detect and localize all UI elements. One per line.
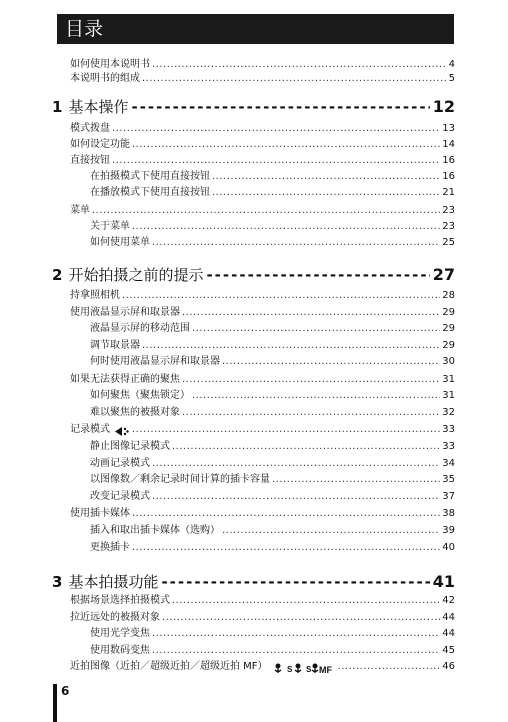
toc-entry[interactable] — [70, 120, 455, 136]
dot-leader — [152, 644, 440, 658]
entry-page: 28 — [442, 290, 455, 301]
dot-leader — [212, 170, 440, 184]
toc-subentry[interactable] — [90, 522, 455, 538]
dot-leader — [132, 507, 440, 521]
dot-leader — [182, 306, 440, 320]
entry-page: 44 — [442, 628, 455, 639]
toc-entry[interactable] — [70, 287, 455, 303]
dot-leader — [152, 236, 440, 250]
record-mode-icon — [114, 426, 130, 437]
entry-title: 在播放模式下使用直接按钮 — [90, 187, 210, 198]
page-number: 6 — [61, 684, 70, 698]
toc-entry[interactable] — [70, 592, 455, 608]
entry-title: 如何使用菜单 — [90, 237, 150, 248]
entry-title: 拉近远处的被摄对象 — [70, 612, 160, 623]
entry-title: 近拍图像（近拍／超级近拍／超级近拍 MF） — [70, 661, 268, 672]
entry-page: 40 — [442, 542, 455, 553]
dot-leader — [182, 406, 440, 420]
toc-entry[interactable] — [70, 421, 455, 437]
entry-page: 44 — [442, 612, 455, 623]
toc-subentry[interactable] — [90, 387, 455, 403]
dot-leader — [192, 322, 440, 336]
entry-page: 5 — [448, 73, 455, 84]
super-macro-mf-icon — [306, 662, 336, 674]
dot-leader — [92, 204, 440, 218]
toc-section-heading[interactable] — [52, 265, 455, 285]
dot-leader — [152, 627, 440, 641]
toc-entry[interactable] — [70, 505, 455, 521]
toc-subentry[interactable] — [90, 625, 455, 641]
dot-leader — [132, 220, 440, 234]
entry-page: 29 — [442, 340, 455, 351]
dot-leader — [172, 440, 440, 454]
entry-page: 4 — [448, 59, 455, 70]
dot-leader — [112, 122, 440, 136]
page-title: 目录 — [65, 18, 104, 40]
toc-subentry[interactable] — [90, 488, 455, 504]
entry-title: 根据场景选择拍摄模式 — [70, 595, 170, 606]
section-title: 基本拍摄功能 — [68, 573, 159, 591]
dot-leader — [222, 524, 440, 538]
entry-page: 16 — [442, 171, 455, 182]
entry-title: 更换插卡 — [90, 542, 130, 553]
toc-subentry[interactable] — [90, 320, 455, 336]
entry-page: 29 — [442, 307, 455, 318]
entry-title: 动画记录模式 — [90, 458, 150, 469]
entry-page: 33 — [442, 441, 455, 452]
dot-leader — [212, 186, 440, 200]
entry-title: 在拍摄模式下使用直接按钮 — [90, 171, 210, 182]
toc-subentry[interactable] — [90, 234, 455, 250]
entry-title: 静止图像记录模式 — [90, 441, 170, 452]
entry-page: 25 — [442, 237, 455, 248]
entry-title: 菜单 — [70, 205, 90, 216]
page-number-bar — [53, 684, 57, 722]
dot-leader — [112, 154, 440, 168]
super-macro-icon — [287, 662, 303, 674]
entry-title: 如何设定功能 — [70, 139, 130, 150]
dot-leader — [162, 611, 440, 625]
dot-leader — [152, 457, 440, 471]
section-page: 41 — [432, 572, 455, 591]
entry-page: 35 — [442, 474, 455, 485]
macro-icons — [272, 662, 336, 674]
dot-leader — [122, 289, 440, 303]
entry-title: 如何聚焦（聚焦锁定） — [90, 390, 190, 401]
entry-title: 插入和取出插卡媒体（选购） — [90, 525, 220, 536]
dot-leader — [182, 373, 440, 387]
toc-subentry[interactable] — [90, 168, 455, 184]
entry-page: 45 — [442, 645, 455, 656]
entry-page: 31 — [442, 374, 455, 385]
entry-title: 如何使用本说明书 — [70, 59, 150, 70]
toc-subentry[interactable] — [90, 455, 455, 471]
entry-page: 30 — [442, 356, 455, 367]
section-title: 开始拍摄之前的提示 — [68, 266, 204, 284]
toc-subentry[interactable] — [90, 438, 455, 454]
dot-leader — [132, 541, 440, 555]
svg-text:S: S — [305, 665, 311, 674]
entry-title: 使用数码变焦 — [90, 645, 150, 656]
toc-entry[interactable] — [70, 658, 455, 674]
toc-entry[interactable] — [70, 304, 455, 320]
entry-title: 记录模式 — [70, 424, 110, 435]
entry-title: 使用液晶显示屏和取景器 — [70, 307, 180, 318]
entry-page: 32 — [442, 407, 455, 418]
dot-leader — [132, 423, 440, 437]
entry-page: 31 — [442, 390, 455, 401]
dash-leader — [206, 265, 429, 285]
entry-page: 39 — [442, 525, 455, 536]
entry-page: 34 — [442, 458, 455, 469]
entry-title: 以图像数／剩余记录时间计算的插卡容量 — [90, 474, 270, 485]
toc-entry[interactable] — [70, 609, 455, 625]
dash-leader — [131, 97, 429, 117]
section-title: 基本操作 — [68, 98, 129, 116]
toc-subentry[interactable] — [90, 404, 455, 420]
toc-subentry[interactable] — [90, 184, 455, 200]
entry-page: 42 — [442, 595, 455, 606]
toc-subentry[interactable] — [90, 642, 455, 658]
entry-title: 关于菜单 — [90, 221, 130, 232]
section-number: 3 — [52, 573, 63, 591]
toc-entry[interactable] — [70, 152, 455, 168]
entry-page: 46 — [442, 661, 455, 672]
entry-page: 38 — [442, 508, 455, 519]
entry-page: 21 — [442, 187, 455, 198]
toc-subentry[interactable] — [90, 539, 455, 555]
toc-section-heading[interactable] — [52, 97, 455, 117]
entry-title: 使用插卡媒体 — [70, 508, 130, 519]
entry-page: 16 — [442, 155, 455, 166]
entry-page: 14 — [442, 139, 455, 150]
entry-page: 13 — [442, 123, 455, 134]
dot-leader — [132, 138, 440, 152]
toc-entry[interactable] — [70, 202, 455, 218]
toc-section-heading[interactable] — [52, 572, 455, 592]
macro-icon — [272, 662, 284, 674]
svg-text:MF: MF — [318, 665, 332, 674]
entry-title: 模式拨盘 — [70, 123, 110, 134]
svg-text:S: S — [286, 665, 292, 674]
entry-title: 直接按钮 — [70, 155, 110, 166]
entry-title: 本说明书的组成 — [70, 73, 140, 84]
entry-title: 难以聚焦的被摄对象 — [90, 407, 180, 418]
entry-title: 使用光学变焦 — [90, 628, 150, 639]
entry-title: 改变记录模式 — [90, 491, 150, 502]
dot-leader — [272, 473, 440, 487]
section-number: 1 — [52, 98, 63, 116]
toc-subentry[interactable] — [90, 337, 455, 353]
dot-leader — [142, 339, 440, 353]
entry-page: 23 — [442, 221, 455, 232]
dot-leader — [338, 660, 441, 674]
entry-title: 何时使用液晶显示屏和取景器 — [90, 356, 220, 367]
entry-page: 37 — [442, 491, 455, 502]
dot-leader — [152, 490, 440, 504]
dot-leader — [192, 389, 440, 403]
entry-title: 调节取景器 — [90, 340, 140, 351]
entry-page: 23 — [442, 205, 455, 216]
toc-subentry[interactable] — [90, 218, 455, 234]
entry-page: 33 — [442, 424, 455, 435]
dash-leader — [161, 572, 429, 592]
dot-leader — [222, 355, 440, 369]
toc-subentry[interactable] — [90, 471, 455, 487]
entry-title: 液晶显示屏的移动范围 — [90, 323, 190, 334]
section-number: 2 — [52, 266, 63, 284]
section-page: 27 — [432, 265, 455, 284]
entry-title: 如果无法获得正确的聚焦 — [70, 374, 180, 385]
section-page: 12 — [432, 97, 455, 116]
toc-subentry[interactable] — [90, 353, 455, 369]
dot-leader — [142, 72, 447, 86]
toc-entry[interactable] — [70, 136, 455, 152]
entry-page: 29 — [442, 323, 455, 334]
toc-entry[interactable] — [70, 70, 455, 86]
dot-leader — [172, 594, 440, 608]
toc-entry[interactable] — [70, 371, 455, 387]
entry-title: 持拿照相机 — [70, 290, 120, 301]
